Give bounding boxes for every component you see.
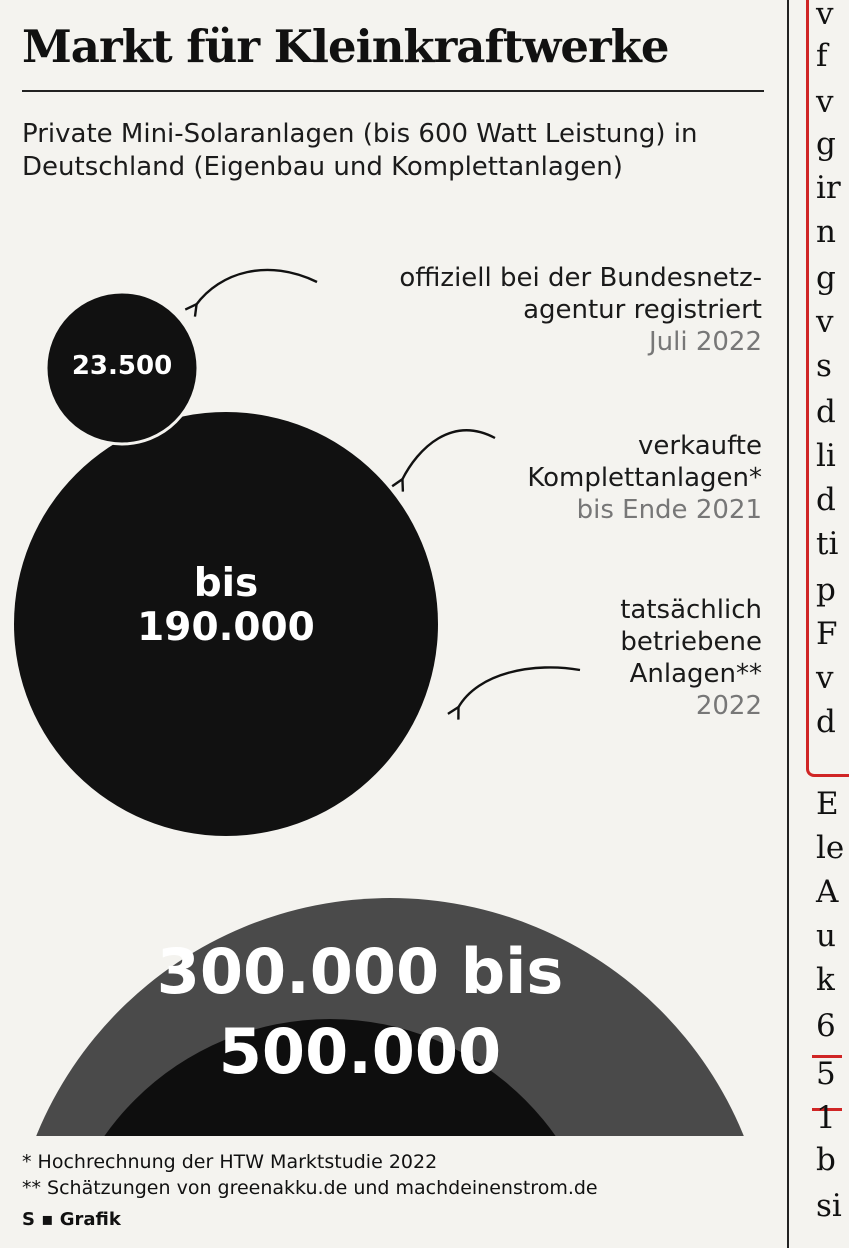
column-letter: le <box>816 830 845 866</box>
footnote: ** Schätzungen von greenakku.de und machdeinenstrom.de <box>22 1177 598 1199</box>
column-letter: 1 <box>816 1100 836 1136</box>
column-letter: v <box>816 0 834 32</box>
column-letter: g <box>816 126 836 162</box>
column-letter: u <box>816 918 836 954</box>
column-letter: si <box>816 1188 842 1224</box>
column-letter: ir <box>816 170 841 206</box>
annotation-period: bis Ende 2021 <box>576 495 762 525</box>
footnotes <box>22 1149 598 1201</box>
column-letter: A <box>816 874 839 910</box>
column-letter: 5 <box>816 1056 836 1092</box>
annotation-line: Anlagen** <box>629 659 762 689</box>
annotation-period: 2022 <box>695 691 762 721</box>
annotation-line: tatsächlich <box>620 595 762 625</box>
annotation-operated <box>620 594 762 722</box>
column-letter: ti <box>816 526 839 562</box>
footnote: * Hochrechnung der HTW Marktstudie 2022 <box>22 1151 438 1173</box>
column-letter: s <box>816 348 832 384</box>
annotation-complete-sets <box>527 430 762 526</box>
column-divider <box>787 0 789 1248</box>
column-letter: b <box>816 1142 836 1178</box>
column-letter: d <box>816 704 836 740</box>
column-letter: d <box>816 394 836 430</box>
publisher-logo: S <box>22 1209 35 1230</box>
column-letter: n <box>816 214 836 250</box>
column-letter: li <box>816 438 836 474</box>
source-label: Grafik <box>59 1209 121 1230</box>
column-letter: F <box>816 616 838 652</box>
column-letter: p <box>816 572 836 608</box>
annotation-line: betriebene <box>620 627 762 657</box>
annotation-line: Komplettanlagen* <box>527 463 762 493</box>
column-letter: d <box>816 482 836 518</box>
column-letter: v <box>816 84 834 120</box>
annotation-line: offiziell bei der Bundesnetz- <box>399 263 762 293</box>
chart-subtitle: Private Mini-Solaranlagen (bis 600 Watt Leistung) in Deutschland (Eigenbau und Komplettanlagen) <box>22 119 698 182</box>
bubble-label-registered: 23.500 <box>71 351 173 381</box>
column-letter: f <box>816 38 828 74</box>
column-letter: g <box>816 260 836 296</box>
annotation-line: agentur registriert <box>523 295 762 325</box>
source-credit <box>22 1209 121 1230</box>
source-separator: ▪ <box>41 1209 54 1230</box>
column-letter: v <box>816 304 834 340</box>
chart-title: Markt für Kleinkraftwerke <box>22 20 669 73</box>
arrow-registered <box>196 270 317 305</box>
bubble-label-complete-sets: bis 190.000 <box>137 561 315 650</box>
arrow-operated <box>458 667 580 708</box>
arrow-complete-sets <box>402 430 495 480</box>
column-letter: E <box>816 786 839 822</box>
column-letter: v <box>816 660 834 696</box>
annotation-period: Juli 2022 <box>648 327 762 357</box>
bubble-label-operated: 300.000 bis 500.000 <box>156 935 564 1088</box>
annotation-registered <box>399 262 762 358</box>
adjacent-article-column <box>806 0 845 1248</box>
annotation-line: verkaufte <box>638 431 762 461</box>
column-letter: 6 <box>816 1008 836 1044</box>
column-letter: k <box>816 962 835 998</box>
